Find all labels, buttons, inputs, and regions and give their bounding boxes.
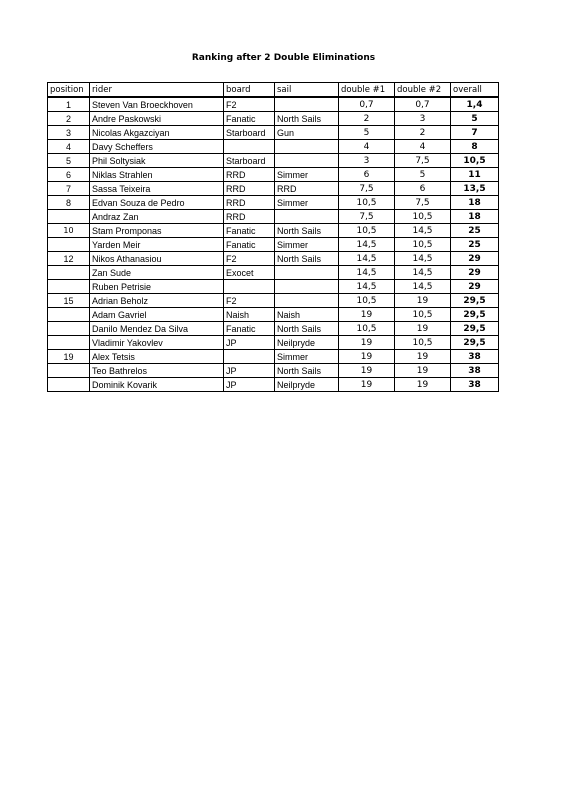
overall-cell: 8 xyxy=(451,140,499,154)
double-2-cell: 14,5 xyxy=(395,224,451,238)
board-cell xyxy=(224,140,275,154)
sail-cell: Simmer xyxy=(275,168,339,182)
double-1-cell: 14,5 xyxy=(339,280,395,294)
sail-cell xyxy=(275,210,339,224)
rider-cell: Danilo Mendez Da Silva xyxy=(90,322,224,336)
double-2-cell: 19 xyxy=(395,378,451,392)
double-1-cell: 2 xyxy=(339,112,395,126)
position-cell xyxy=(48,378,90,392)
position-cell: 4 xyxy=(48,140,90,154)
page-title: Ranking after 2 Double Eliminations xyxy=(191,53,376,63)
overall-cell: 38 xyxy=(451,378,499,392)
double-2-cell: 7,5 xyxy=(395,154,451,168)
sail-cell: Neilpryde xyxy=(275,336,339,350)
column-header-board: board xyxy=(224,83,275,98)
sail-cell xyxy=(275,266,339,280)
board-cell: F2 xyxy=(224,97,275,112)
sail-cell: Naish xyxy=(275,308,339,322)
overall-cell: 29 xyxy=(451,252,499,266)
rider-cell: Davy Scheffers xyxy=(90,140,224,154)
position-cell: 1 xyxy=(48,97,90,112)
table-row xyxy=(48,322,499,336)
rider-cell: Adrian Beholz xyxy=(90,294,224,308)
column-header-double-1: double #1 xyxy=(339,83,395,98)
double-2-cell: 10,5 xyxy=(395,336,451,350)
double-1-cell: 19 xyxy=(339,350,395,364)
table-row xyxy=(48,364,499,378)
board-cell: Naish xyxy=(224,308,275,322)
sail-cell: Simmer xyxy=(275,238,339,252)
overall-cell: 10,5 xyxy=(451,154,499,168)
sail-cell: RRD xyxy=(275,182,339,196)
double-1-cell: 10,5 xyxy=(339,196,395,210)
rider-cell: Edvan Souza de Pedro xyxy=(90,196,224,210)
overall-cell: 11 xyxy=(451,168,499,182)
position-cell xyxy=(48,280,90,294)
double-2-cell: 10,5 xyxy=(395,210,451,224)
overall-cell: 29,5 xyxy=(451,294,499,308)
sail-cell: North Sails xyxy=(275,364,339,378)
header-row xyxy=(48,83,499,98)
rider-cell: Phil Soltysiak xyxy=(90,154,224,168)
table-row xyxy=(48,182,499,196)
board-cell: Fanatic xyxy=(224,238,275,252)
double-2-cell: 19 xyxy=(395,364,451,378)
double-2-cell: 3 xyxy=(395,112,451,126)
column-header-rider: rider xyxy=(90,83,224,98)
double-1-cell: 19 xyxy=(339,364,395,378)
double-1-cell: 19 xyxy=(339,378,395,392)
ranking-table xyxy=(47,82,499,392)
table-row xyxy=(48,168,499,182)
double-1-cell: 3 xyxy=(339,154,395,168)
position-cell xyxy=(48,364,90,378)
rider-cell: Steven Van Broeckhoven xyxy=(90,97,224,112)
table-row xyxy=(48,112,499,126)
rider-cell: Sassa Teixeira xyxy=(90,182,224,196)
sail-cell xyxy=(275,280,339,294)
overall-cell: 29,5 xyxy=(451,336,499,350)
overall-cell: 5 xyxy=(451,112,499,126)
sail-cell: North Sails xyxy=(275,224,339,238)
rider-cell: Andre Paskowski xyxy=(90,112,224,126)
double-1-cell: 4 xyxy=(339,140,395,154)
table-row xyxy=(48,378,499,392)
overall-cell: 29 xyxy=(451,266,499,280)
double-2-cell: 19 xyxy=(395,294,451,308)
rider-cell: Alex Tetsis xyxy=(90,350,224,364)
table-row xyxy=(48,224,499,238)
double-1-cell: 14,5 xyxy=(339,238,395,252)
board-cell: JP xyxy=(224,336,275,350)
board-cell: JP xyxy=(224,378,275,392)
double-1-cell: 10,5 xyxy=(339,294,395,308)
table-row xyxy=(48,266,499,280)
rider-cell: Dominik Kovarik xyxy=(90,378,224,392)
table-row xyxy=(48,350,499,364)
board-cell: RRD xyxy=(224,196,275,210)
rider-cell: Zan Sude xyxy=(90,266,224,280)
rider-cell: Nikos Athanasiou xyxy=(90,252,224,266)
double-2-cell: 14,5 xyxy=(395,280,451,294)
sail-cell: Simmer xyxy=(275,350,339,364)
overall-cell: 38 xyxy=(451,350,499,364)
double-1-cell: 0,7 xyxy=(339,97,395,112)
overall-cell: 1,4 xyxy=(451,97,499,112)
rider-cell: Teo Bathrelos xyxy=(90,364,224,378)
position-cell xyxy=(48,238,90,252)
board-cell: F2 xyxy=(224,294,275,308)
overall-cell: 29,5 xyxy=(451,322,499,336)
table-row xyxy=(48,294,499,308)
board-cell: Fanatic xyxy=(224,322,275,336)
rider-cell: Andraz Zan xyxy=(90,210,224,224)
position-cell: 5 xyxy=(48,154,90,168)
double-2-cell: 0,7 xyxy=(395,97,451,112)
overall-cell: 25 xyxy=(451,238,499,252)
table-row xyxy=(48,196,499,210)
position-cell: 15 xyxy=(48,294,90,308)
double-1-cell: 6 xyxy=(339,168,395,182)
position-cell: 19 xyxy=(48,350,90,364)
double-1-cell: 10,5 xyxy=(339,224,395,238)
board-cell xyxy=(224,350,275,364)
rider-cell: Yarden Meir xyxy=(90,238,224,252)
table-row xyxy=(48,154,499,168)
table-row xyxy=(48,126,499,140)
position-cell: 8 xyxy=(48,196,90,210)
double-1-cell: 19 xyxy=(339,308,395,322)
double-2-cell: 19 xyxy=(395,322,451,336)
position-cell: 10 xyxy=(48,224,90,238)
sail-cell xyxy=(275,97,339,112)
rider-cell: Vladimir Yakovlev xyxy=(90,336,224,350)
position-cell xyxy=(48,336,90,350)
rider-cell: Nicolas Akgazciyan xyxy=(90,126,224,140)
double-2-cell: 5 xyxy=(395,168,451,182)
table-row xyxy=(48,140,499,154)
double-1-cell: 5 xyxy=(339,126,395,140)
double-1-cell: 7,5 xyxy=(339,210,395,224)
rider-cell: Adam Gavriel xyxy=(90,308,224,322)
position-cell: 2 xyxy=(48,112,90,126)
overall-cell: 25 xyxy=(451,224,499,238)
board-cell: Fanatic xyxy=(224,224,275,238)
column-header-sail: sail xyxy=(275,83,339,98)
table-row xyxy=(48,210,499,224)
sail-cell: Neilpryde xyxy=(275,378,339,392)
board-cell: RRD xyxy=(224,182,275,196)
overall-cell: 7 xyxy=(451,126,499,140)
overall-cell: 29 xyxy=(451,280,499,294)
sail-cell xyxy=(275,294,339,308)
board-cell: RRD xyxy=(224,210,275,224)
position-cell: 12 xyxy=(48,252,90,266)
overall-cell: 29,5 xyxy=(451,308,499,322)
table-row xyxy=(48,252,499,266)
double-2-cell: 14,5 xyxy=(395,252,451,266)
table-row xyxy=(48,238,499,252)
double-2-cell: 10,5 xyxy=(395,308,451,322)
overall-cell: 18 xyxy=(451,210,499,224)
overall-cell: 13,5 xyxy=(451,182,499,196)
sail-cell: North Sails xyxy=(275,112,339,126)
sail-cell: North Sails xyxy=(275,252,339,266)
rider-cell: Stam Promponas xyxy=(90,224,224,238)
double-2-cell: 14,5 xyxy=(395,266,451,280)
double-1-cell: 7,5 xyxy=(339,182,395,196)
sail-cell xyxy=(275,140,339,154)
table-row xyxy=(48,97,499,112)
column-header-double-2: double #2 xyxy=(395,83,451,98)
double-1-cell: 14,5 xyxy=(339,252,395,266)
position-cell: 7 xyxy=(48,182,90,196)
position-cell xyxy=(48,210,90,224)
double-2-cell: 2 xyxy=(395,126,451,140)
board-cell: JP xyxy=(224,364,275,378)
overall-cell: 38 xyxy=(451,364,499,378)
table-row xyxy=(48,308,499,322)
position-cell xyxy=(48,266,90,280)
rider-cell: Ruben Petrisie xyxy=(90,280,224,294)
board-cell xyxy=(224,280,275,294)
board-cell: Starboard xyxy=(224,154,275,168)
sail-cell: Simmer xyxy=(275,196,339,210)
board-cell: RRD xyxy=(224,168,275,182)
double-2-cell: 6 xyxy=(395,182,451,196)
column-header-position: position xyxy=(48,83,90,98)
overall-cell: 18 xyxy=(451,196,499,210)
board-cell: Exocet xyxy=(224,266,275,280)
position-cell xyxy=(48,308,90,322)
double-2-cell: 4 xyxy=(395,140,451,154)
double-1-cell: 10,5 xyxy=(339,322,395,336)
position-cell xyxy=(48,322,90,336)
sail-cell: Gun xyxy=(275,126,339,140)
sail-cell: North Sails xyxy=(275,322,339,336)
position-cell: 6 xyxy=(48,168,90,182)
board-cell: F2 xyxy=(224,252,275,266)
rider-cell: Niklas Strahlen xyxy=(90,168,224,182)
double-2-cell: 7,5 xyxy=(395,196,451,210)
table-row xyxy=(48,336,499,350)
board-cell: Fanatic xyxy=(224,112,275,126)
double-1-cell: 19 xyxy=(339,336,395,350)
sail-cell xyxy=(275,154,339,168)
double-2-cell: 19 xyxy=(395,350,451,364)
board-cell: Starboard xyxy=(224,126,275,140)
double-1-cell: 14,5 xyxy=(339,266,395,280)
table-row xyxy=(48,280,499,294)
double-2-cell: 10,5 xyxy=(395,238,451,252)
position-cell: 3 xyxy=(48,126,90,140)
column-header-overall: overall xyxy=(451,83,499,98)
